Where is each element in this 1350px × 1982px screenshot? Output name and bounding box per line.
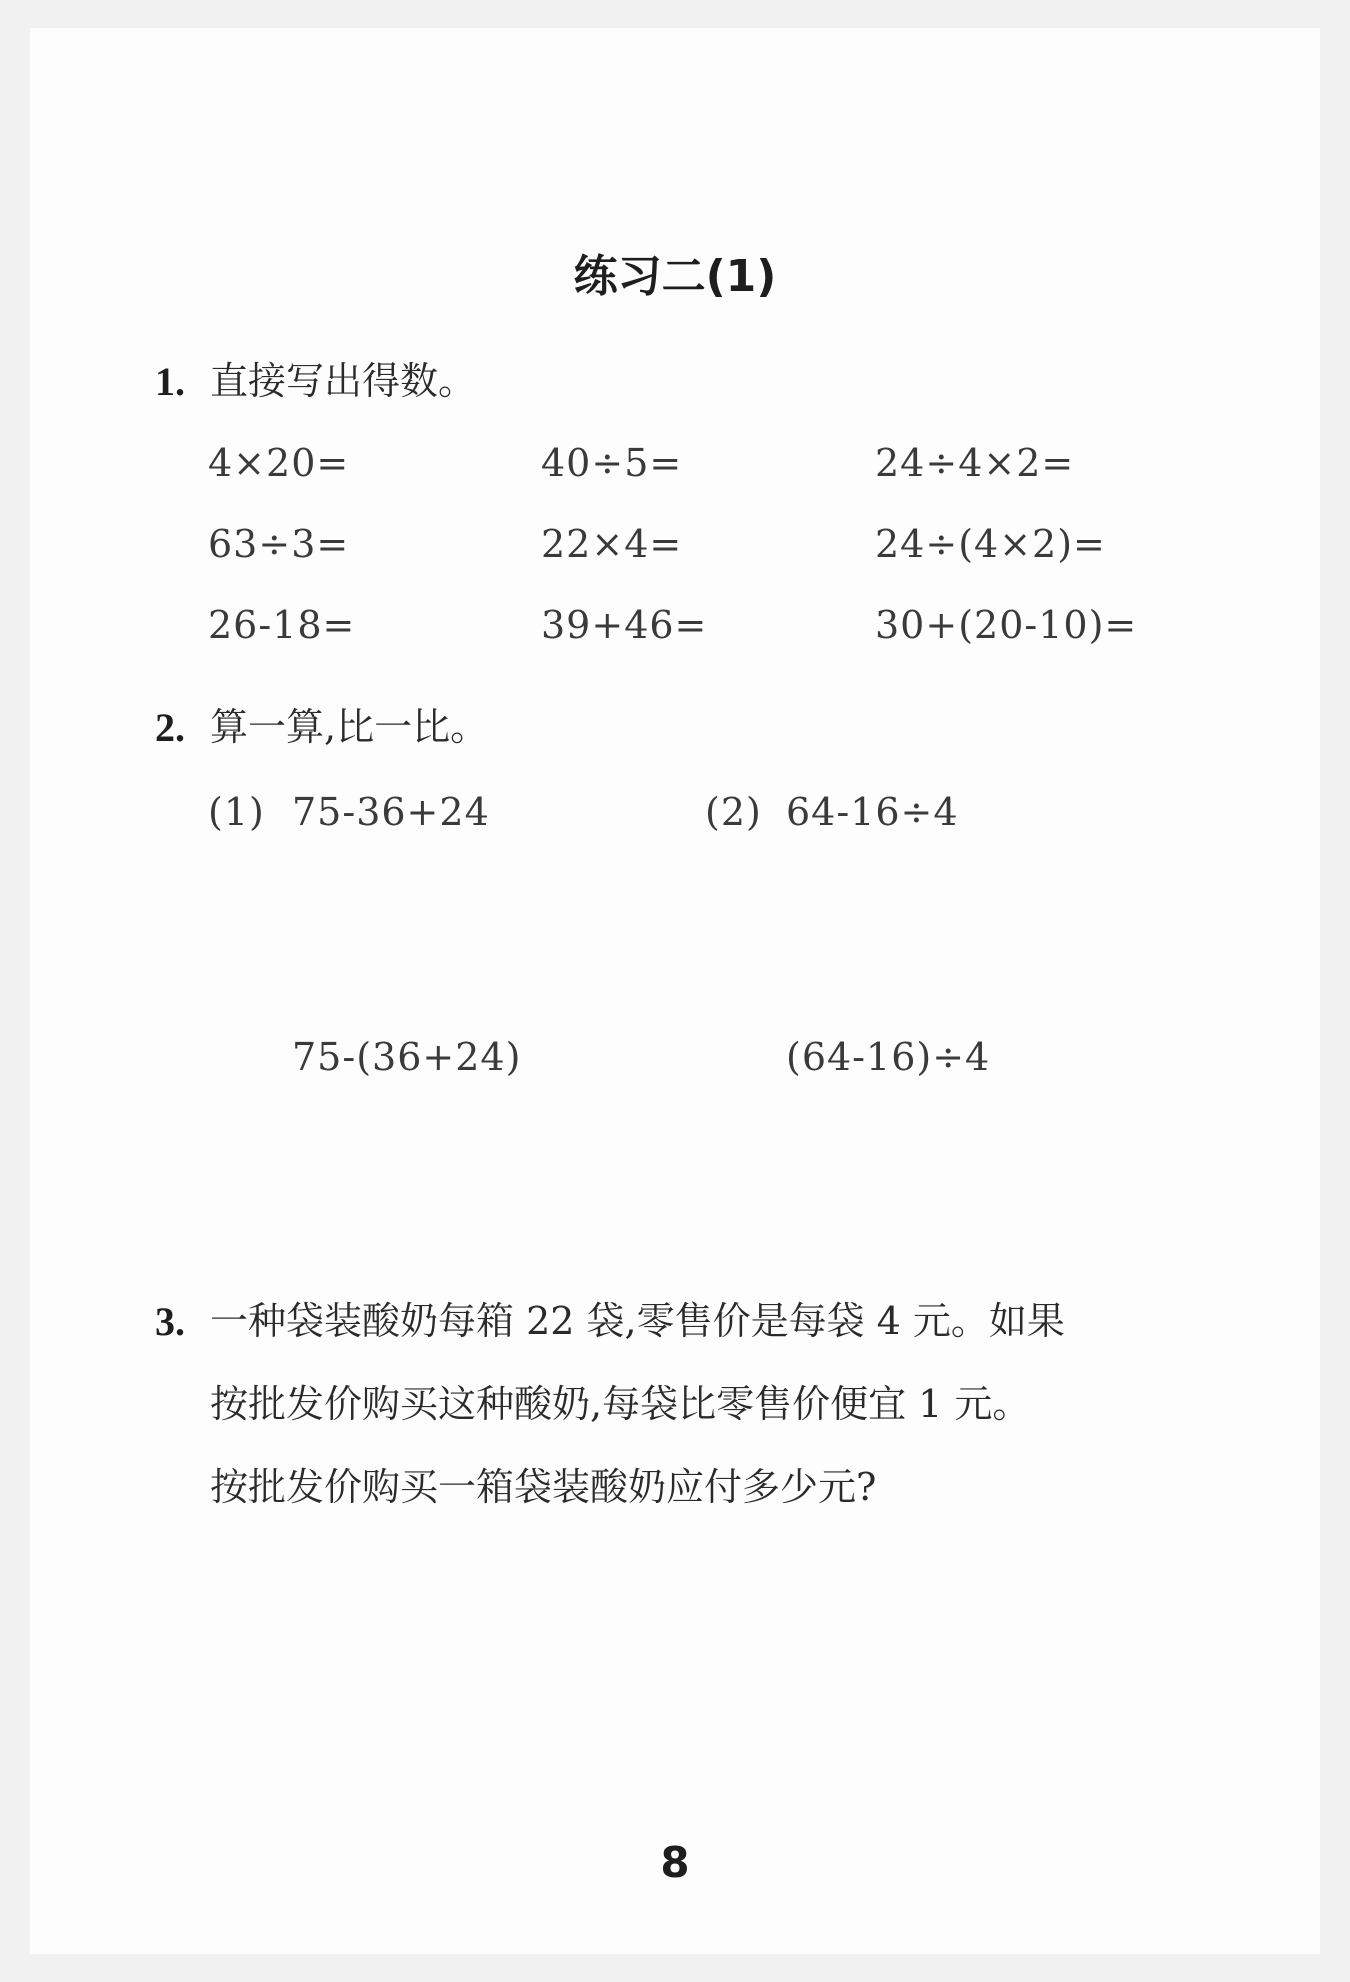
- q1-item: 26-18=: [208, 603, 356, 647]
- page-number: 8: [660, 1838, 690, 1887]
- q1-item: 63÷3=: [208, 522, 350, 566]
- q2-part1-label: (1): [208, 790, 265, 834]
- q1-item: 39+46=: [541, 603, 708, 647]
- q1-item: 22×4=: [541, 522, 683, 566]
- q3-line: 按批发价购买这种酸奶,每袋比零售价便宜 1 元。: [210, 1382, 1031, 1426]
- q1-item: 40÷5=: [541, 441, 683, 485]
- q1-item: 24÷4×2=: [875, 441, 1075, 485]
- q2-part2-expr-a: 64-16÷4: [786, 790, 959, 834]
- worksheet-page: [30, 28, 1320, 1954]
- q2-part1-expr-b: 75-(36+24): [292, 1035, 522, 1079]
- q1-item: 24÷(4×2)=: [875, 522, 1106, 566]
- q1-number: 1.: [155, 359, 185, 404]
- q2-part2-expr-b: (64-16)÷4: [786, 1035, 991, 1079]
- q1-item: 30+(20-10)=: [875, 603, 1138, 647]
- q3-line: 一种袋装酸奶每箱 22 袋,零售价是每袋 4 元。如果: [210, 1299, 1065, 1343]
- q1-item: 4×20=: [208, 441, 350, 485]
- q1-prompt: 直接写出得数。: [210, 359, 477, 403]
- q3-number: 3.: [155, 1299, 185, 1344]
- q2-number: 2.: [155, 705, 185, 750]
- q2-part2-label: (2): [705, 790, 762, 834]
- q2-prompt: 算一算,比一比。: [210, 705, 489, 749]
- q2-part1-expr-a: 75-36+24: [292, 790, 490, 834]
- page-title: 练习二(1): [573, 251, 777, 302]
- q3-line: 按批发价购买一箱袋装酸奶应付多少元?: [210, 1465, 877, 1509]
